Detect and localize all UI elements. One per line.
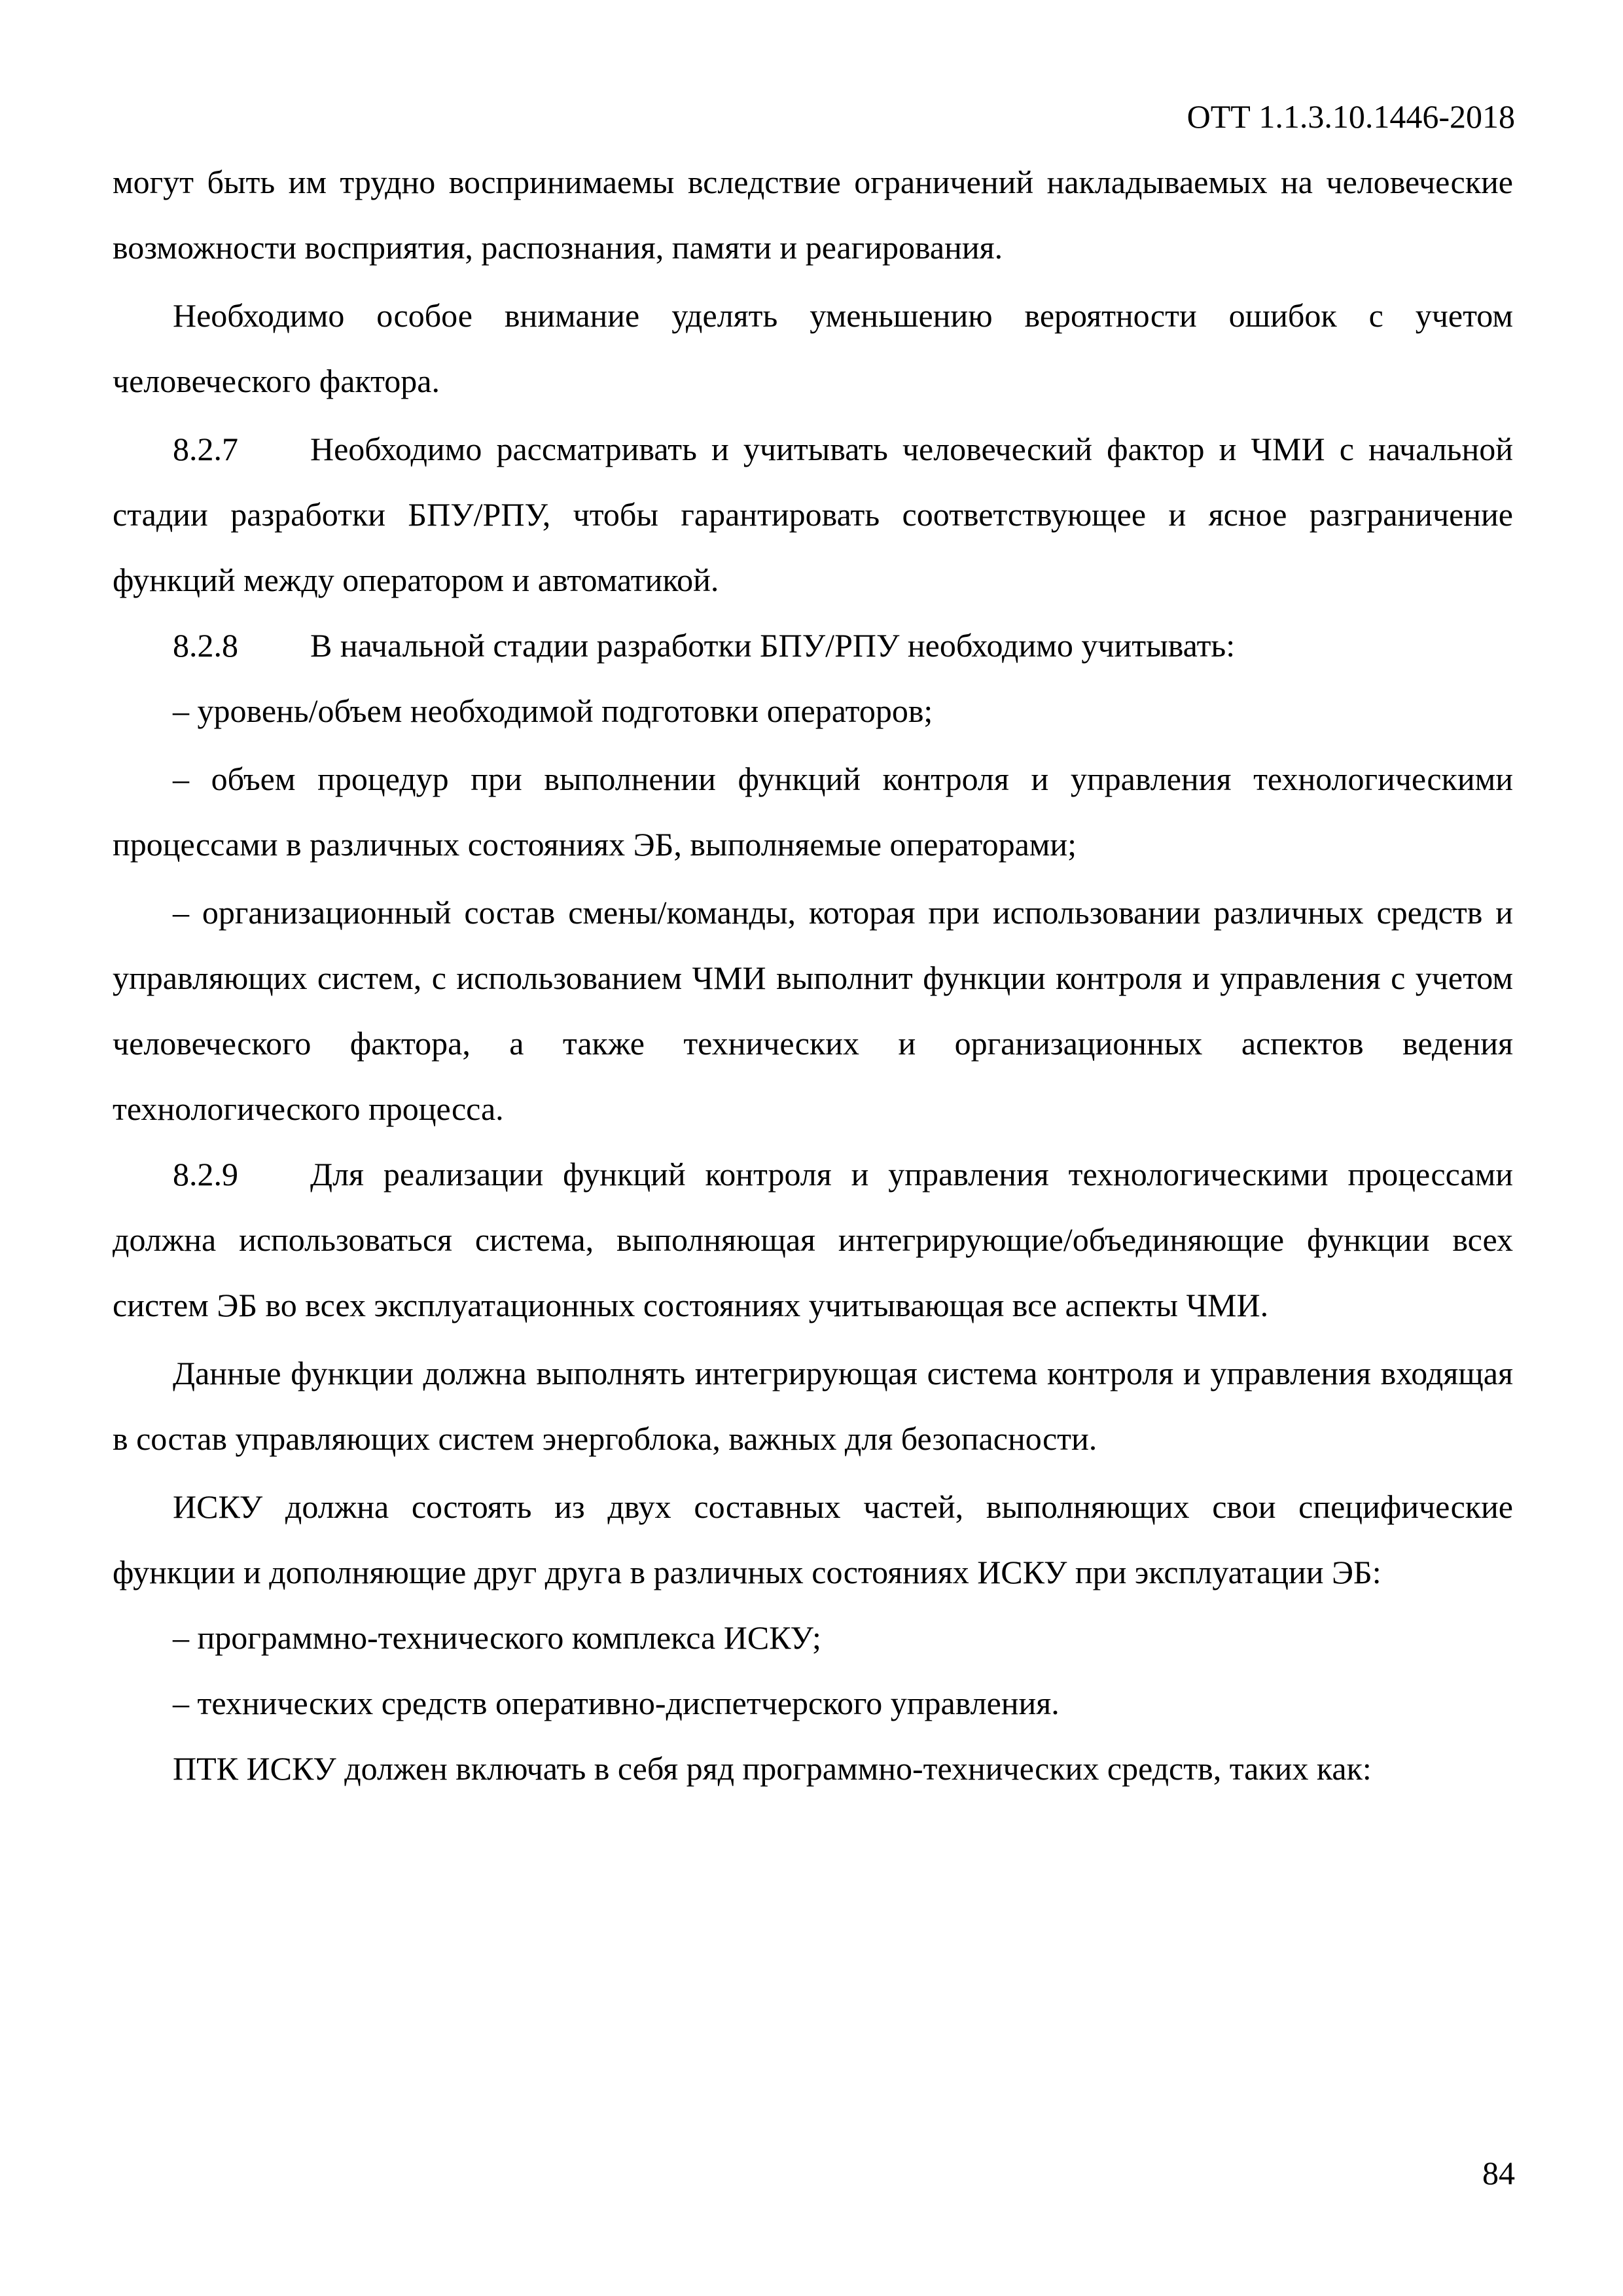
- clause-number: 8.2.7: [173, 431, 238, 467]
- paragraph: ПТК ИСКУ должен включать в себя ряд программно-технических средств, таких как:: [173, 1750, 1372, 1787]
- list-item: – объем процедур при выполнении функций контроля и управления технологическими процессами в различных состояниях ЭБ, выполняемые операторами;: [113, 761, 1513, 863]
- paragraph-8-2-7: 8.2.7 Необходимо рассматривать и учитывать человеческий фактор и ЧМИ с начальной стадии разработки БПУ/РПУ, чтобы гарантировать соответствующее и ясное разграничение функций между оператором и автоматикой.: [113, 416, 1513, 613]
- paragraph-8-2-9: 8.2.9 Для реализации функций контроля и управления технологическими процессами должна использоваться система, выполняющая интегрирующие/объединяющие функции всех систем ЭБ во всех эксплуатационных состояниях учитывающая все аспекты ЧМИ.: [113, 1141, 1513, 1338]
- clause-number: 8.2.8: [173, 627, 238, 664]
- paragraph: ИСКУ должна состоять из двух составных частей, выполняющих свои специфические функции и дополняющие друг друга в различных состояниях ИСКУ при эксплуатации ЭБ:: [113, 1488, 1513, 1590]
- document-code-header: ОТТ 1.1.3.10.1446-2018: [1186, 98, 1515, 135]
- list-item: – организационный состав смены/команды, которая при использовании различных средств и управляющих систем, с использованием ЧМИ выполнит функции контроля и управления с учетом человеческого фактора, а также технических и организационных аспектов ведения технологического процесса.: [113, 894, 1513, 1127]
- paragraph: Необходимо особое внимание уделять уменьшению вероятности ошибок с учетом человеческого фактора.: [113, 297, 1513, 399]
- paragraph-continuation: могут быть им трудно воспринимаемы вследствие ограничений накладываемых на человеческие возможности восприятия, распознания, памяти и реагирования.: [113, 164, 1513, 266]
- paragraph-8-2-8: 8.2.8 В начальной стадии разработки БПУ/РПУ необходимо учитывать:: [113, 613, 1513, 678]
- list-item: – технических средств оперативно-диспетчерского управления.: [173, 1685, 1060, 1721]
- paragraph: Данные функции должна выполнять интегрирующая система контроля и управления входящая в состав управляющих систем энергоблока, важных для безопасности.: [113, 1355, 1513, 1457]
- document-body: [113, 149, 1513, 1801]
- list-item: – уровень/объем необходимой подготовки операторов;: [173, 692, 933, 729]
- clause-number: 8.2.9: [173, 1156, 238, 1193]
- page-number: 84: [1482, 2155, 1515, 2191]
- list-item: – программно-технического комплекса ИСКУ;: [173, 1619, 821, 1656]
